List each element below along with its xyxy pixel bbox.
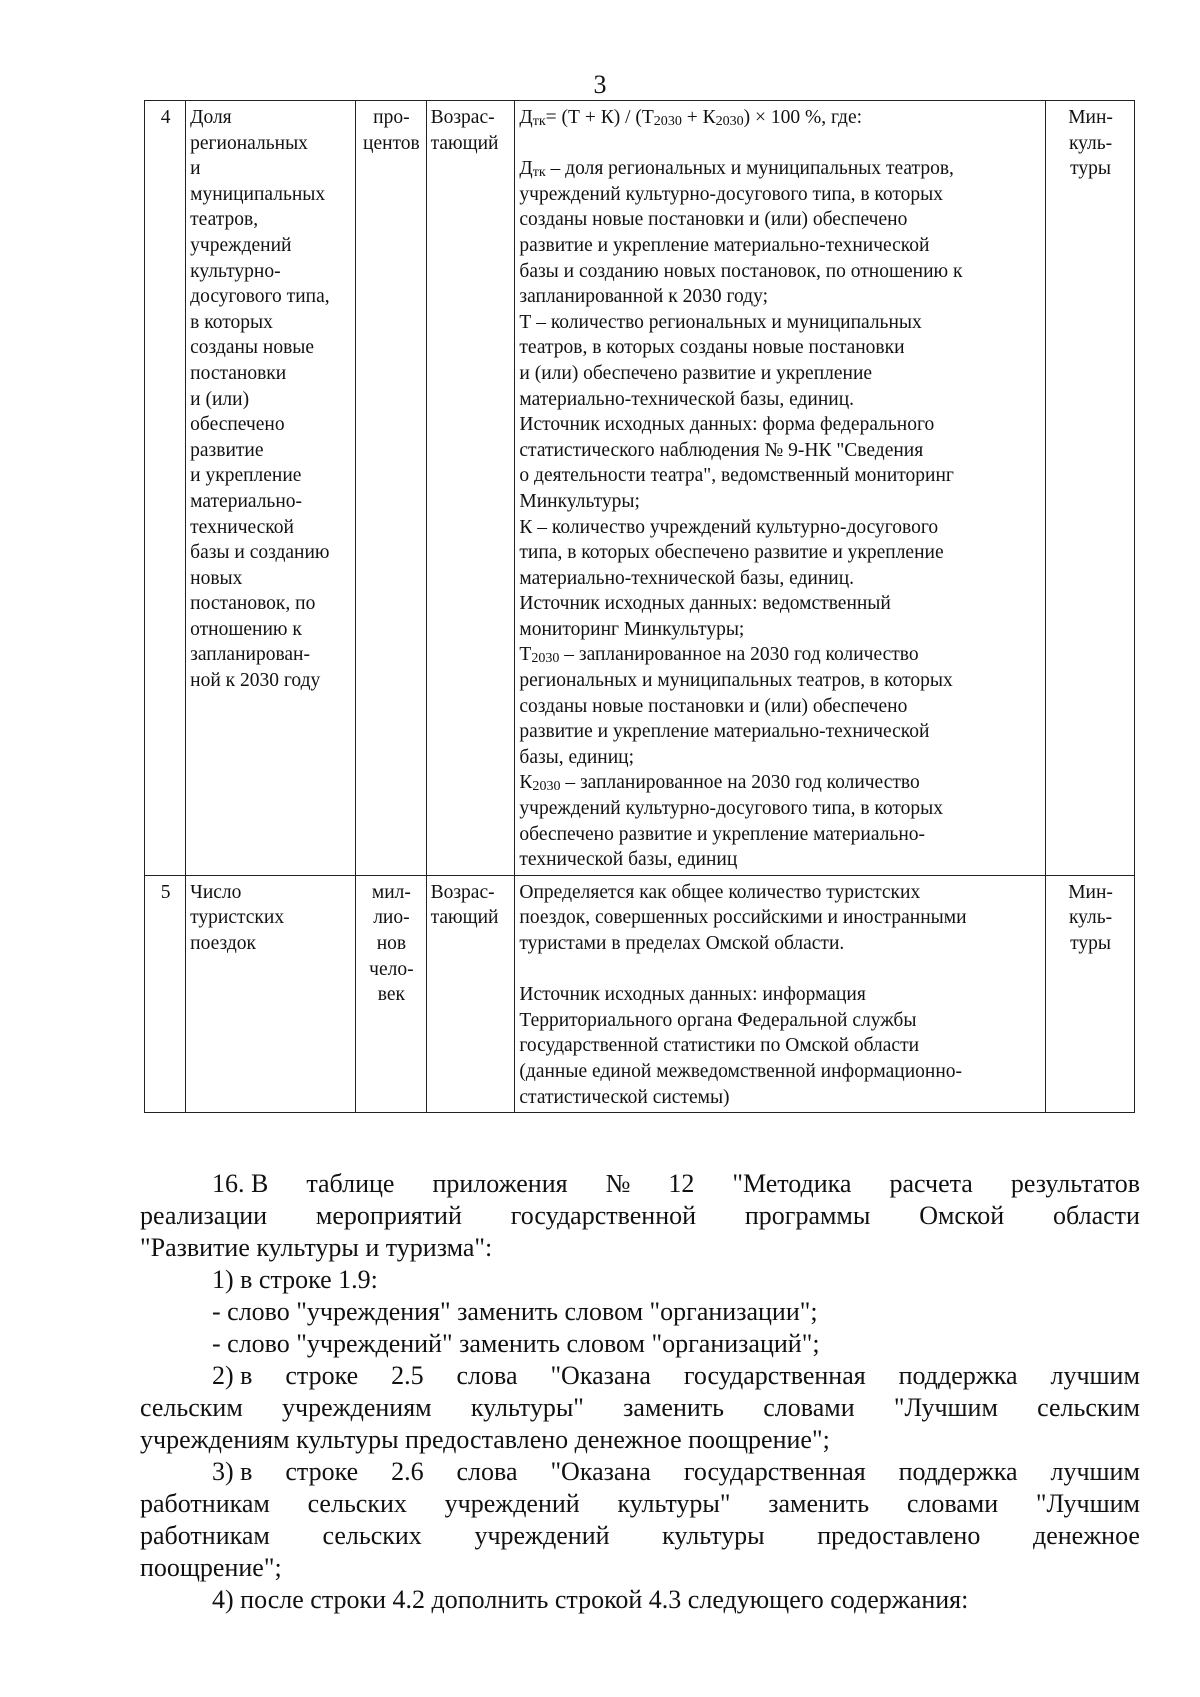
item-3-line (140, 1520, 1140, 1552)
item-4: 4) после строки 4.2 дополнить строкой 4.3 следующего содержания: (212, 1585, 969, 1614)
method-line: Дтк – доля региональных и муниципальных театров, (519, 158, 954, 181)
word: 12 (668, 1169, 695, 1198)
cell-line: развитие (190, 439, 264, 461)
method-line: материально-технической базы, единиц. (519, 388, 855, 410)
word: "Оказана (550, 1457, 651, 1486)
cell-line: театров, (190, 209, 259, 231)
method-line: Территориального органа Федеральной службы (519, 1009, 917, 1031)
word: культуры" (617, 1489, 731, 1518)
row-number: 5 (145, 875, 186, 1112)
cell-line: туры (1070, 933, 1111, 954)
word: сельских (322, 1521, 422, 1550)
calculation-method (515, 875, 1046, 1112)
word: 2.6 (391, 1457, 424, 1486)
word: результатов (1010, 1169, 1140, 1198)
cell-line: центов (363, 132, 420, 154)
unit-of-measure (356, 101, 426, 876)
word: "Методика (732, 1169, 852, 1198)
word: учреждений (444, 1489, 580, 1518)
cell-line: учреждений (190, 234, 292, 256)
word: таблице (306, 1169, 395, 1198)
word: мероприятий (315, 1201, 462, 1230)
method-line: развитие и укрепление материально-технической (519, 721, 930, 743)
method-line: о деятельности театра", ведомственный мониторинг (519, 465, 954, 487)
word: 2) в (212, 1361, 253, 1390)
cell-line: и укрепление (190, 465, 302, 487)
word: заменить (768, 1489, 870, 1518)
word: "Лучшим (1035, 1489, 1140, 1518)
word: Омской (919, 1201, 1005, 1230)
word: сельским (1037, 1393, 1140, 1422)
method-line: базы, единиц; (519, 746, 635, 768)
cell-line: новых (190, 567, 243, 589)
method-line: театров, в которых созданы новые постановки (519, 337, 905, 359)
cell-line: Возрас- (430, 107, 495, 128)
word: лучшим (1050, 1457, 1140, 1486)
word: строке (285, 1457, 359, 1486)
word: приложения (432, 1169, 568, 1198)
word: учреждений (474, 1521, 610, 1550)
method-line: Определяется как общее количество туристских (519, 881, 921, 903)
item-2-line (140, 1360, 1140, 1392)
method-line: К – количество учреждений культурно-досугового (519, 516, 939, 538)
trend-direction (426, 101, 515, 876)
cell-line: в которых (190, 311, 273, 333)
method-line: базы и созданию новых постановок, по отношению к (519, 260, 963, 282)
word: предоставлено (817, 1521, 981, 1550)
method-line: материально-технической базы, единиц. (519, 567, 855, 589)
method-line: развитие и укрепление материально-технической (519, 234, 930, 256)
method-line: региональных и муниципальных театров, в которых (519, 670, 953, 692)
formula: Дтк= (Т + К) / (Т2030 + К2030) × 100 %, где: (519, 107, 863, 130)
cell-line: базы и созданию (190, 542, 330, 564)
cell-line: ной к 2030 году (190, 670, 321, 692)
trend-direction (426, 875, 515, 1112)
method-line: поездок, совершенных российскими и иностранными (519, 907, 967, 929)
paragraph-16-line (140, 1200, 1140, 1232)
cell-line: век (377, 984, 406, 1006)
item-1: 1) в строке 1.9: (212, 1265, 378, 1294)
word: поддержка (898, 1457, 1018, 1486)
method-line: (данные единой межведомственной информационно- (519, 1060, 962, 1082)
word: № (605, 1169, 631, 1198)
cell-line: лио- (373, 907, 410, 929)
method-line: К2030 – запланированное на 2030 год количество (519, 772, 920, 795)
cell-line: культурно- (190, 260, 281, 282)
cell-line: чело- (369, 958, 414, 980)
method-line: статистической системы) (519, 1086, 730, 1108)
cell-line: запланирован- (190, 644, 310, 666)
word: денежное (1032, 1521, 1140, 1550)
cell-line: нов (376, 933, 407, 954)
cell-line: Мин- (1068, 107, 1113, 128)
cell-line: материально- (190, 490, 303, 512)
table-row-5 (145, 875, 1135, 1112)
item-1-b: - слово "учреждений" заменить словом "организаций"; (212, 1329, 820, 1358)
method-line: туристами в пределах Омской области. (519, 933, 845, 954)
word: 2.5 (391, 1361, 424, 1390)
paragraph-16-line: "Развитие культуры и туризма": (140, 1233, 493, 1262)
word: заменить (623, 1393, 725, 1422)
word: слова (456, 1457, 518, 1486)
item-3-line (140, 1488, 1140, 1520)
item-3-line (140, 1456, 1140, 1488)
word: 3) в (212, 1457, 253, 1486)
method-line: учреждений культурно-досугового типа, в которых (519, 798, 944, 820)
word: государственная (683, 1361, 866, 1390)
word: культуры" (470, 1393, 584, 1422)
cell-line: досугового типа, (190, 286, 330, 308)
responsible-body (1046, 875, 1135, 1112)
word: государственная (683, 1457, 866, 1486)
cell-line: туры (1070, 158, 1111, 180)
method-line: Т – количество региональных и муниципальных (519, 311, 922, 333)
item-3-line: поощрение"; (140, 1553, 282, 1582)
word: реализации (140, 1201, 268, 1230)
word: работникам (140, 1521, 270, 1550)
cell-line: Возрас- (430, 881, 495, 903)
cell-line: постановки (190, 362, 287, 384)
method-line: и (или) обеспечено развитие и укрепление (519, 362, 873, 384)
indicator-name (186, 875, 356, 1112)
word: расчета (889, 1169, 973, 1198)
paragraph-16-line (140, 1168, 1140, 1200)
word: программы (744, 1201, 871, 1230)
table-row-4 (145, 101, 1135, 876)
method-line: типа, в которых обеспечено развитие и укрепление (519, 542, 944, 564)
method-line: государственной статистики по Омской области (519, 1035, 920, 1057)
calculation-method (515, 101, 1046, 876)
cell-line: созданы новые (190, 337, 315, 359)
item-2-line: учреждениям культуры предоставлено денежное поощрение"; (140, 1425, 830, 1454)
method-line: Источник исходных данных: форма федерального (519, 414, 935, 436)
word: словами (906, 1489, 999, 1518)
method-line: статистического наблюдения № 9-НК "Сведения (519, 439, 924, 461)
method-line: технической базы, единиц (519, 849, 738, 871)
cell-line: туристских (190, 907, 285, 929)
amendment-text (140, 1168, 1140, 1616)
method-line: запланированной к 2030 году; (519, 286, 768, 308)
indicator-name (186, 101, 356, 876)
word: государственной (510, 1201, 697, 1230)
word: культуры (662, 1521, 765, 1550)
method-line: Минкультуры; (519, 490, 640, 512)
cell-line: тающий (430, 907, 499, 929)
method-line: Источник исходных данных: ведомственный (519, 593, 891, 615)
word: области (1053, 1201, 1140, 1230)
method-line: созданы новые постановки и (или) обеспечено (519, 695, 908, 717)
cell-line: региональных (190, 132, 308, 154)
word: словами (763, 1393, 855, 1422)
method-line: Т2030 – запланированное на 2030 год количество (519, 644, 919, 667)
cell-line: и (190, 158, 201, 180)
word: поддержка (898, 1361, 1018, 1390)
cell-line: Мин- (1068, 881, 1113, 903)
method-line: мониторинг Минкультуры; (519, 618, 745, 640)
cell-line: мил- (371, 881, 411, 903)
cell-line: и (или) (190, 388, 250, 410)
word: сельским (140, 1393, 243, 1422)
cell-line: поездок (190, 933, 256, 954)
cell-line: про- (373, 107, 410, 128)
word: "Оказана (550, 1361, 651, 1390)
cell-line: муниципальных (190, 183, 326, 205)
word: сельских (307, 1489, 407, 1518)
responsible-body (1046, 101, 1135, 876)
row-number: 4 (145, 101, 186, 876)
cell-line: Доля (190, 107, 232, 128)
word: "Лучшим (893, 1393, 998, 1422)
cell-line: куль- (1068, 132, 1113, 154)
word: работникам (140, 1489, 270, 1518)
item-1-a: - слово "учреждения" заменить словом "организации"; (212, 1297, 818, 1326)
cell-line: отношению к (190, 618, 302, 640)
page-number: 3 (593, 70, 607, 99)
cell-line: куль- (1068, 907, 1113, 929)
item-2-line (140, 1392, 1140, 1424)
unit-of-measure (356, 875, 426, 1112)
word: 16. В (212, 1169, 269, 1198)
method-line: обеспечено развитие и укрепление материально- (519, 823, 925, 845)
word: строке (285, 1361, 359, 1390)
cell-line: тающий (430, 132, 499, 154)
word: слова (456, 1361, 518, 1390)
cell-line: обеспечено (190, 414, 285, 436)
cell-line: технической (190, 516, 294, 538)
word: учреждениям (282, 1393, 432, 1422)
word: лучшим (1050, 1361, 1140, 1390)
method-line: Источник исходных данных: информация (519, 984, 866, 1006)
cell-line: Число (190, 881, 242, 903)
indicator-table (144, 100, 1135, 1113)
method-line: учреждений культурно-досугового типа, в которых (519, 183, 944, 205)
cell-line: постановок, по (190, 593, 316, 615)
method-line: созданы новые постановки и (или) обеспечено (519, 209, 908, 231)
